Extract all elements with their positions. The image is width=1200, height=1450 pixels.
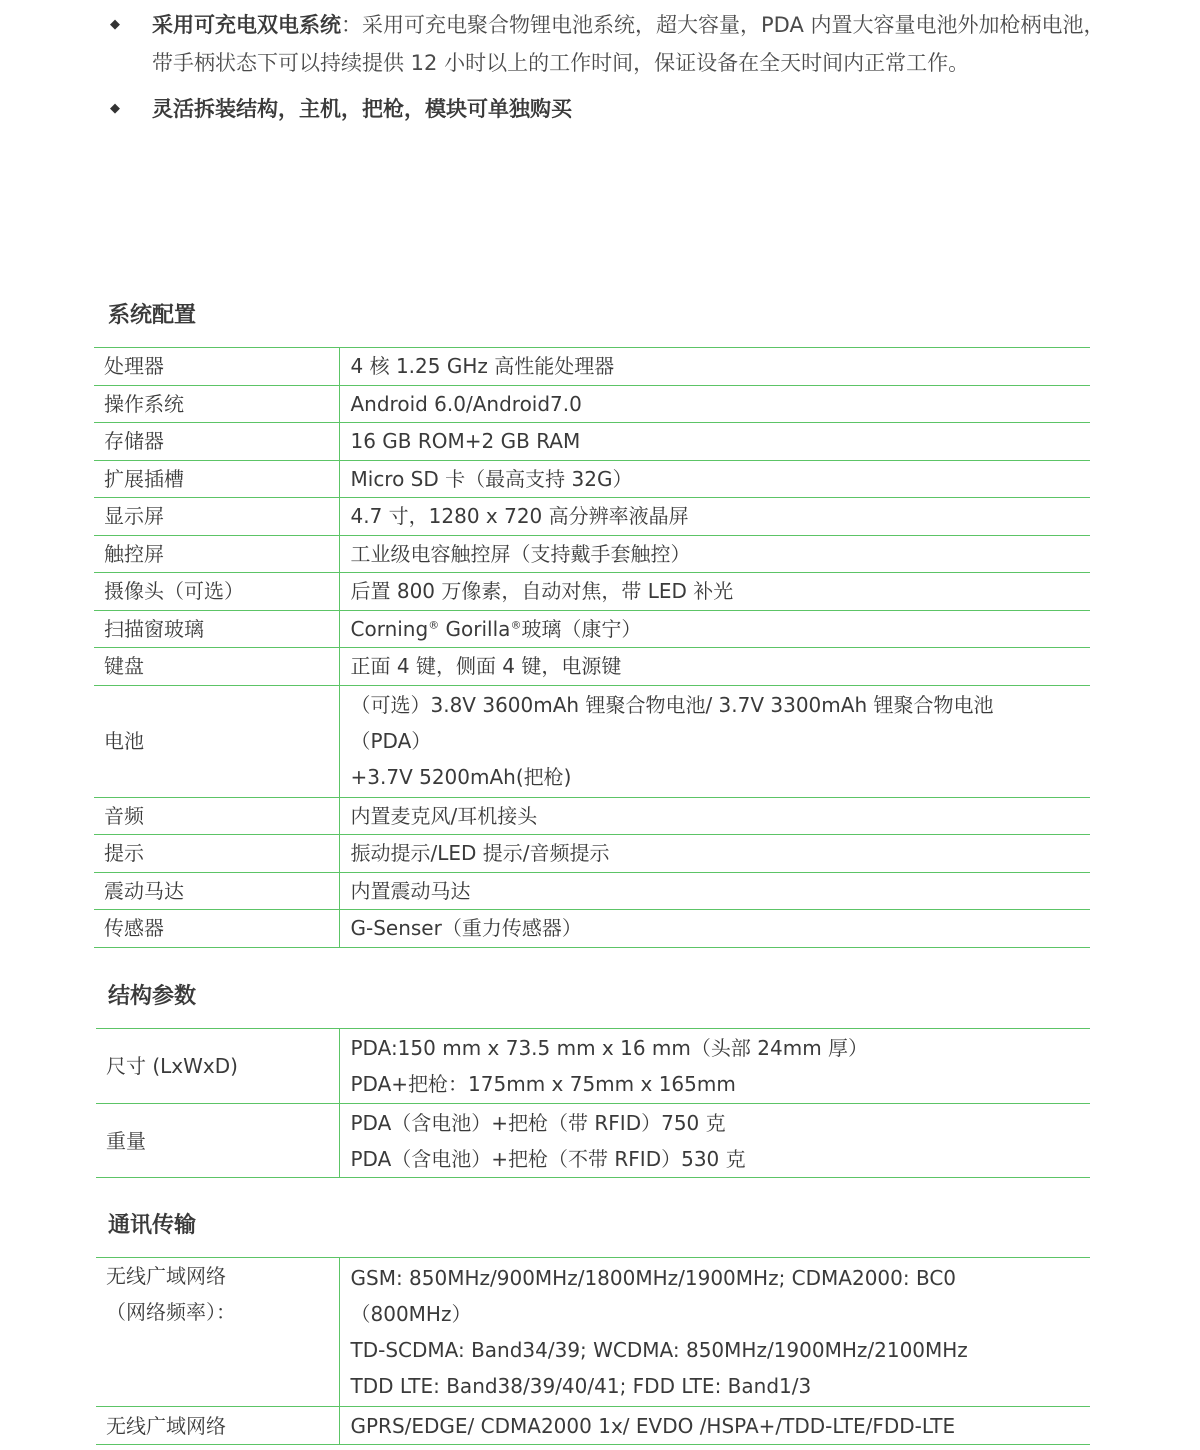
feature-list	[110, 6, 1110, 128]
value-line: PDA（含电池）+把枪（不带 RFID）530 克	[350, 1146, 746, 1171]
value-part: 玻璃（康宁）	[521, 616, 642, 641]
spec-value: 内置麦克风/耳机接头	[339, 797, 1090, 835]
spec-value: 4.7 寸，1280 x 720 高分辨率液晶屏	[339, 498, 1090, 536]
spec-value: 4 核 1.25 GHz 高性能处理器	[339, 348, 1090, 386]
section-title-structure: 结构参数	[108, 984, 197, 1009]
spec-key: 存储器	[94, 423, 339, 461]
spec-value: 内置震动马达	[339, 872, 1090, 910]
spec-key: 重量	[96, 1104, 339, 1178]
table-row	[94, 460, 1090, 498]
table-row	[94, 797, 1090, 835]
table-row	[94, 835, 1090, 873]
table-row	[94, 535, 1090, 573]
spec-value	[339, 1258, 1090, 1407]
diamond-bullet-icon: ◆	[110, 101, 120, 116]
spec-key	[96, 1258, 339, 1407]
value-line: （800MHz）	[350, 1302, 472, 1326]
value-line: PDA+把枪：175mm x 75mm x 165mm	[350, 1072, 736, 1096]
table-row	[94, 685, 1090, 797]
feature-separator: ：	[341, 13, 362, 37]
table-row	[96, 1104, 1090, 1178]
value-line: GSM: 850MHz/900MHz/1800MHz/1900MHz; CDMA2000: BC0	[350, 1266, 957, 1290]
table-row	[94, 610, 1090, 648]
registered-mark: ®	[428, 618, 440, 632]
spec-value: 振动提示/LED 提示/音频提示	[339, 835, 1090, 873]
value-part: Corning	[350, 616, 429, 641]
table-row	[96, 1258, 1090, 1407]
spec-key: 扩展插槽	[94, 460, 339, 498]
spec-key: 无线广域网络	[96, 1407, 339, 1445]
spec-value: G-Senser（重力传感器）	[339, 910, 1090, 948]
key-line: 无线广域网络	[106, 1264, 226, 1288]
diamond-bullet-icon: ◆	[110, 17, 120, 32]
spec-key: 处理器	[94, 348, 339, 386]
value-line: +3.7V 5200mAh(把枪)	[350, 765, 572, 789]
registered-mark: ®	[510, 618, 522, 632]
feature-item	[110, 6, 1110, 82]
value-line: （可选）3.8V 3600mAh 锂聚合物电池/ 3.7V 3300mAh 锂聚合物电池	[350, 693, 994, 717]
feature-text: 采用可充电聚合物锂电池系统，超大容量，PDA 内置大容量电池外加枪柄电池，带手柄状态下可以持续提供 12 小时以上的工作时间，保证设备在全天时间内正常工作。	[152, 13, 1105, 75]
table-row	[96, 1029, 1090, 1104]
value-line: PDA（含电池）+把枪（带 RFID）750 克	[350, 1110, 726, 1135]
spec-key: 扫描窗玻璃	[94, 610, 339, 648]
table-row	[94, 573, 1090, 611]
spec-value: 后置 800 万像素，自动对焦，带 LED 补光	[339, 573, 1090, 611]
key-line: （网络频率）：	[106, 1300, 236, 1324]
value-line: TD-SCDMA: Band34/39; WCDMA: 850MHz/1900MHz/2100MHz	[350, 1338, 968, 1362]
table-row	[94, 423, 1090, 461]
value-part: Gorilla	[439, 616, 511, 641]
spec-key: 操作系统	[94, 385, 339, 423]
table-row	[94, 648, 1090, 686]
spec-value	[339, 610, 1090, 648]
spec-key: 音频	[94, 797, 339, 835]
spec-value: Android 6.0/Android7.0	[339, 385, 1090, 423]
spec-value: 工业级电容触控屏（支持戴手套触控）	[339, 535, 1090, 573]
section-title-system-config: 系统配置	[108, 303, 197, 328]
section-title-communication: 通讯传输	[108, 1213, 197, 1238]
spec-key: 尺寸 (LxWxD)	[96, 1029, 339, 1104]
value-line: （PDA）	[350, 729, 432, 753]
feature-item	[110, 90, 1110, 128]
spec-key: 键盘	[94, 648, 339, 686]
spec-value: Micro SD 卡（最高支持 32G）	[339, 460, 1090, 498]
feature-title: 灵活拆装结构，主机，把枪，模块可单独购买	[152, 97, 572, 121]
table-row	[94, 348, 1090, 386]
value-line: TDD LTE: Band38/39/40/41; FDD LTE: Band1/3	[350, 1374, 812, 1398]
table-row	[94, 910, 1090, 948]
spec-value	[339, 685, 1090, 797]
table-row	[96, 1407, 1090, 1445]
feature-title: 采用可充电双电系统	[152, 13, 341, 37]
table-row	[94, 872, 1090, 910]
spec-key: 传感器	[94, 910, 339, 948]
communication-table	[96, 1257, 1090, 1445]
spec-key: 触控屏	[94, 535, 339, 573]
spec-value	[339, 1104, 1090, 1178]
structure-table	[96, 1028, 1090, 1178]
value-line: PDA:150 mm x 73.5 mm x 16 mm（头部 24mm 厚）	[350, 1036, 869, 1060]
table-row	[94, 498, 1090, 536]
spec-value: GPRS/EDGE/ CDMA2000 1x/ EVDO /HSPA+/TDD-LTE/FDD-LTE	[339, 1407, 1090, 1445]
system-config-table	[94, 347, 1090, 948]
spec-value: 正面 4 键，侧面 4 键，电源键	[339, 648, 1090, 686]
spec-key: 电池	[94, 685, 339, 797]
spec-key: 震动马达	[94, 872, 339, 910]
spec-key: 显示屏	[94, 498, 339, 536]
spec-key: 摄像头（可选）	[94, 573, 339, 611]
spec-key: 提示	[94, 835, 339, 873]
spec-value	[339, 1029, 1090, 1104]
spec-value: 16 GB ROM+2 GB RAM	[339, 423, 1090, 461]
table-row	[94, 385, 1090, 423]
